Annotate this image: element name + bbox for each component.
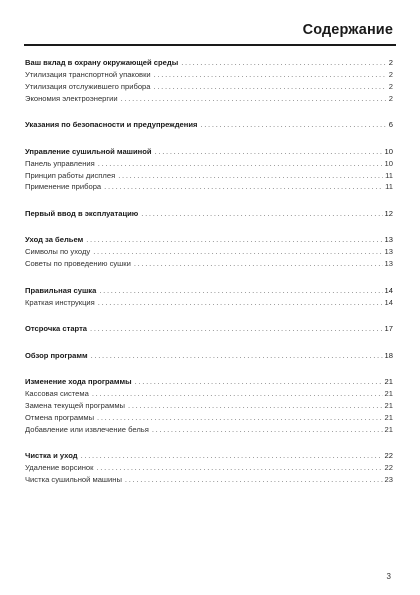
dot-leader: [154, 81, 387, 93]
toc-heading-label: Правильная сушка: [25, 285, 97, 295]
toc-entry: [25, 297, 393, 309]
dot-leader: [98, 297, 383, 309]
toc-entry: [25, 69, 393, 81]
toc-entry-label: Утилизация отслужившего прибора: [25, 81, 151, 91]
toc-entry: [25, 474, 393, 486]
toc-section: [25, 350, 393, 362]
toc-entry-page: 14: [384, 297, 393, 307]
toc-heading: [25, 234, 393, 246]
toc-entry-label: Добавление или извлечение белья: [25, 424, 149, 434]
toc-section: [25, 376, 393, 436]
toc-entry-page: 21: [384, 412, 393, 422]
toc-heading-label: Указания по безопасности и предупреждения: [25, 120, 198, 130]
toc-entry-label: Принцип работы дисплея: [25, 170, 116, 180]
dot-leader: [104, 181, 383, 193]
page-title: Содержание: [302, 22, 393, 38]
dot-leader: [135, 376, 383, 388]
dot-leader: [200, 119, 386, 131]
toc-section: [25, 323, 393, 335]
toc-entry-label: Чистка сушильной машины: [25, 475, 122, 485]
toc-heading: [25, 146, 393, 158]
toc-entry-page: 11: [385, 182, 393, 192]
toc-heading: [25, 376, 393, 388]
toc-entry: [25, 93, 393, 105]
toc-entry-page: 11: [385, 170, 393, 180]
toc-entry-page: 21: [384, 389, 393, 399]
toc-section: [25, 285, 393, 309]
toc-heading-label: Обзор программ: [25, 350, 88, 360]
toc-heading-label: Чистка и уход: [25, 451, 78, 461]
toc-entry-label: Краткая инструкция: [25, 297, 95, 307]
toc-heading-page: 2: [388, 58, 393, 67]
dot-leader: [99, 285, 382, 297]
toc-entry-label: Замена текущей программы: [25, 400, 126, 410]
dot-leader: [125, 474, 383, 486]
toc-heading: [25, 285, 393, 297]
toc-entry: [25, 258, 393, 270]
toc-heading-page: 22: [384, 451, 393, 461]
dot-leader: [97, 412, 383, 424]
dot-leader: [90, 323, 383, 335]
toc-entry: [25, 388, 393, 400]
dot-leader: [91, 350, 383, 362]
toc-entry: [25, 400, 393, 412]
toc-entry-page: 21: [384, 424, 393, 434]
toc-entry-label: Символы по уходу: [25, 247, 91, 257]
toc-entry-label: Удаление ворсинок: [25, 463, 94, 473]
toc-section: [25, 450, 393, 486]
toc-entry-label: Экономия электроэнергии: [25, 93, 118, 103]
toc-heading: [25, 119, 393, 131]
toc-heading-label: Ваш вклад в охрану окружающей среды: [25, 58, 179, 67]
toc-section: [25, 119, 393, 131]
title-divider: [24, 44, 396, 46]
table-of-contents: [25, 57, 393, 501]
toc-entry-page: 21: [384, 400, 393, 410]
toc-heading: [25, 450, 393, 462]
dot-leader: [121, 93, 387, 105]
toc-heading-page: 6: [388, 120, 393, 130]
toc-section: [25, 234, 393, 270]
toc-heading-page: 14: [384, 285, 393, 295]
dot-leader: [93, 246, 382, 258]
toc-entry-page: 13: [384, 259, 393, 269]
toc-entry-page: 22: [384, 463, 393, 473]
toc-entry: [25, 412, 393, 424]
dot-leader: [152, 424, 383, 436]
toc-entry-label: Применение прибора: [25, 182, 102, 192]
toc-entry-label: Советы по проведению сушки: [25, 259, 131, 269]
toc-entry: [25, 246, 393, 258]
toc-heading-page: 21: [384, 377, 393, 387]
toc-heading-page: 12: [384, 208, 393, 218]
toc-entry-page: 2: [388, 81, 393, 91]
dot-leader: [98, 158, 383, 170]
toc-heading-label: Управление сушильной машиной: [25, 146, 152, 156]
toc-heading: [25, 208, 393, 220]
toc-entry-page: 10: [384, 158, 393, 168]
dot-leader: [81, 450, 383, 462]
toc-section: [25, 208, 393, 220]
dot-leader: [134, 258, 383, 270]
toc-entry: [25, 81, 393, 93]
toc-heading-page: 13: [384, 235, 393, 245]
toc-entry-label: Кассовая система: [25, 389, 89, 399]
toc-section: [25, 146, 393, 194]
toc-heading-page: 10: [384, 146, 393, 156]
toc-heading-label: Уход за бельем: [25, 235, 84, 245]
toc-entry-page: 2: [388, 93, 393, 103]
toc-entry-page: 2: [388, 69, 393, 79]
toc-heading: [25, 350, 393, 362]
toc-entry-label: Панель управления: [25, 158, 95, 168]
toc-heading-page: 18: [384, 350, 393, 360]
toc-entry: [25, 424, 393, 436]
toc-entry: [25, 462, 393, 474]
dot-leader: [141, 208, 382, 220]
page-number: 3: [386, 572, 391, 581]
dot-leader: [86, 234, 382, 246]
toc-entry: [25, 181, 393, 193]
dot-leader: [92, 388, 383, 400]
toc-heading: [25, 57, 393, 69]
toc-heading-label: Отсрочка старта: [25, 324, 88, 334]
dot-leader: [154, 69, 387, 81]
toc-section: [25, 57, 393, 105]
dot-leader: [118, 170, 383, 182]
dot-leader: [96, 462, 382, 474]
dot-leader: [155, 146, 383, 158]
toc-entry: [25, 170, 393, 182]
toc-entry-page: 13: [384, 247, 393, 257]
toc-entry-label: Отмена программы: [25, 412, 95, 422]
toc-entry-label: Утилизация транспортной упаковки: [25, 69, 151, 79]
dot-leader: [181, 57, 387, 69]
toc-heading-page: 17: [384, 324, 393, 334]
toc-heading-label: Первый ввод в эксплуатацию: [25, 208, 139, 218]
toc-entry-page: 23: [384, 475, 393, 485]
toc-heading: [25, 323, 393, 335]
toc-heading-label: Изменение хода программы: [25, 377, 132, 387]
dot-leader: [128, 400, 383, 412]
toc-entry: [25, 158, 393, 170]
